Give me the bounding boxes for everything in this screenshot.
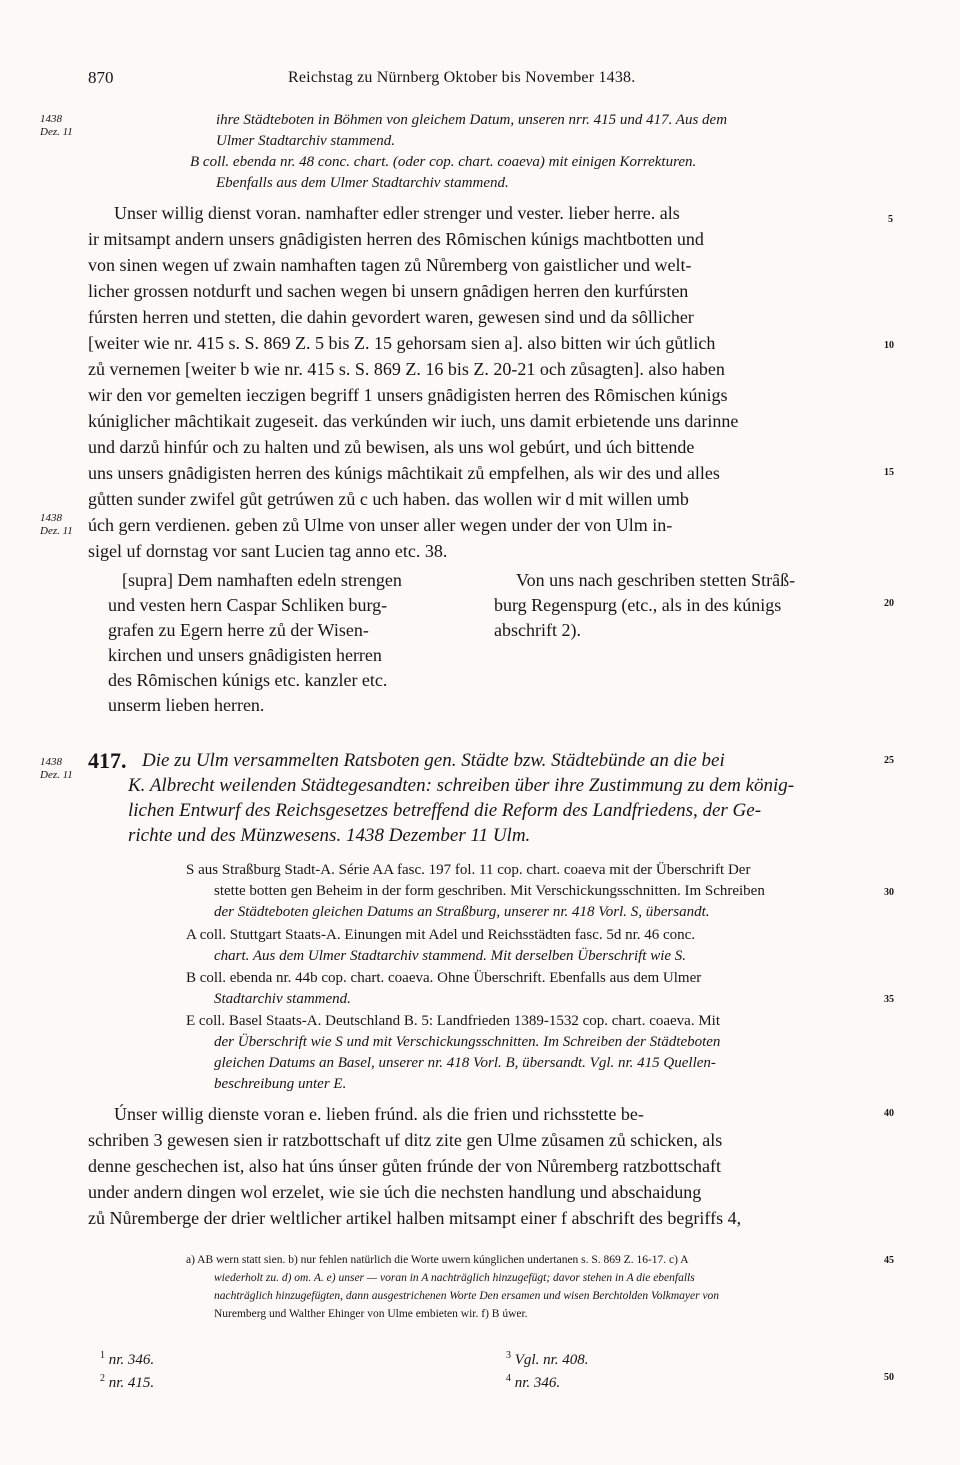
letter-line: Unser willig dienst voran. namhafter edler strenger und vester. lieber herre. als [114,203,680,223]
apparatus-line: a) AB wern statt sien. b) nur fehlen natürlich die Worte uwern kúnglichen undertanen s. S. 869 Z. 16-17. c) A [186,1254,689,1266]
letter-line: kúniglicher mȃchtikait zugeseit. das verkúnden wir iuch, uns damit erbietende uns darinne [88,411,739,431]
letter-line: ir mitsampt andern unsers gnȃdigisten herren des Rȏmischen kúnigs machtbotten und [88,229,704,249]
source-line: Ebenfalls aus dem Ulmer Stadtarchiv stammend. [216,175,509,191]
margin-date-year: 1438 [40,113,62,125]
line-number: 10 [884,340,894,351]
address-left-line: des Rȏmischen kúnigs etc. kanzler etc. [108,670,388,690]
address-left-line: [supra] Dem namhaften edeln strengen [122,570,402,590]
footnote-text: nr. 415. [108,1375,155,1391]
footnote-mark: 4 [506,1373,511,1384]
letter-line: schriben 3 gewesen sien ir ratzbottschaft uf ditz zite gen Ulme zůsamen zů schicken, als [88,1130,723,1150]
source-line: beschreibung unter E. [214,1076,347,1092]
footnote-text: nr. 346. [514,1375,561,1391]
letter-line: fúrsten herren und stetten, die dahin gevordert waren, gewesen sind und da sȏllicher [88,307,694,327]
source-line: chart. Aus dem Ulmer Stadtarchiv stammend. Mit derselben Überschrift wie S. [214,948,687,964]
letter-line: von sinen wegen uf zwain namhaften tagen zů Nůremberg von gaistlicher und welt- [88,255,692,275]
regest-line: lichen Entwurf des Reichsgesetzes betreffend die Reform des Landfriedens, der Ge- [128,800,762,821]
source-line: A coll. Stuttgart Staats-A. Einungen mit Adel und Reichsstädten fasc. 5d nr. 46 conc. [186,927,696,943]
source-line: Ulmer Stadtarchiv stammend. [216,133,396,149]
address-left-line: kirchen und unsers gnȃdigisten herren [108,645,382,665]
source-line: ihre Städteboten in Böhmen von gleichem Datum, unseren nrr. 415 und 417. Aus dem [216,112,728,128]
margin-date-year: 1438 [40,756,62,768]
regest-line: K. Albrecht weilenden Städtegesandten: schreiben über ihre Zustimmung zu dem könig- [128,775,795,796]
letter-line: zů vernemen [weiter b wie nr. 415 s. S. 869 Z. 16 bis Z. 20-21 och zůsagten]. also haben [88,359,725,379]
line-number: 30 [884,887,894,898]
document-number: 417. [88,748,127,773]
running-title: Reichstag zu Nürnberg Oktober bis November 1438. [288,69,636,86]
apparatus-line: Nuremberg und Walther Ehinger von Ulme embieten wir. f) B úwer. [214,1308,528,1320]
address-left-line: unserm lieben herren. [108,695,265,715]
source-line: stette botten gen Beheim in der form geschriben. Mit Verschickungsschnitten. Im Schreiben [214,883,765,899]
address-right-line: burg Regenspurg (etc., als in des kúnigs [494,595,782,615]
margin-date [40,756,73,782]
margin-date [40,512,73,538]
letter-line: under andern dingen wol erzelet, wie sie úch die nechsten handlung und abschaidung [88,1182,702,1202]
margin-date-year: 1438 [40,512,62,524]
letter-line: [weiter wie nr. 415 s. S. 869 Z. 5 bis Z. 15 gehorsam sien a]. also bitten wir úch gůtlich [88,333,716,353]
address-left-line: grafen zu Egern herre zů der Wisen- [108,620,369,640]
line-number: 20 [884,598,894,609]
letter-line: licher grossen notdurft und sachen wegen bi unsern gnȃdigen herren den kurfúrsten [88,281,689,301]
address-right-line: abschrift 2). [494,620,581,640]
line-number: 40 [884,1108,894,1119]
footnote [506,1373,560,1392]
footnote [100,1350,154,1369]
footnote-text: Vgl. nr. 408. [514,1352,589,1368]
footnote-mark: 2 [100,1373,105,1384]
line-number: 15 [884,467,894,478]
margin-date-day: Dez. 11 [40,769,73,781]
letter-line: denne geschechen ist, also hat úns únser gůten frúnde der von Nůremberg ratzbottschaft [88,1156,721,1176]
footnote-mark: 1 [100,1350,105,1361]
letter-line: zů Nůremberge der drier weltlicher artikel halben mitsampt einer f abschrift des begriffs 4, [88,1208,742,1228]
letter-line: Únser willig dienste voran e. lieben frúnd. als die frien und richsstette be- [114,1104,644,1124]
regest-line: richte und des Münzwesens. 1438 Dezember 11 Ulm. [128,825,531,846]
letter-line: uns unsers gnȃdigisten herren des kúnigs mȃchtikait zů empfelhen, als wir des und alles [88,463,720,483]
footnote-text: nr. 346. [108,1352,155,1368]
source-line: E coll. Basel Staats-A. Deutschland B. 5: Landfrieden 1389-1532 cop. chart. coaeva. Mit [186,1013,721,1029]
page-number: 870 [88,68,114,87]
source-line: S aus Straßburg Stadt-A. Série AA fasc. 197 fol. 11 cop. chart. coaeva mit der Überschrift Der [186,862,751,878]
letter-line: und darzů hinfúr och zu halten und zů bewisen, als uns wol gebúrt, und úch bittende [88,437,695,457]
source-line: der Städteboten gleichen Datums an Straßburg, unserer nr. 418 Vorl. S, übersandt. [214,904,710,920]
letter-line: úch gern verdienen. geben zů Ulme von unser aller wegen under der von Ulm in- [88,515,673,535]
line-number: 45 [884,1255,894,1266]
letter-line: wir den vor gemelten ieczigen begriff 1 unsers gnȃdigisten herren des Rȏmischen kúnigs [88,385,728,405]
address-right-line: Von uns nach geschriben stetten Strȃß- [516,570,796,590]
line-number: 50 [884,1372,894,1383]
source-line: B coll. ebenda nr. 44b cop. chart. coaeva. Ohne Überschrift. Ebenfalls aus dem Ulmer [186,970,702,986]
letter-line: sigel uf dornstag vor sant Lucien tag anno etc. 38. [88,541,448,561]
line-number: 25 [884,755,894,766]
address-left-line: und vesten hern Caspar Schliken burg- [108,595,388,615]
regest-line: Die zu Ulm versammelten Ratsboten gen. Städte bzw. Städtebünde an die bei [142,750,725,771]
margin-date-day: Dez. 11 [40,525,73,537]
margin-date [40,113,73,139]
footnote [100,1373,154,1392]
line-number: 5 [888,214,893,225]
source-line: gleichen Datums an Basel, unserer nr. 418 Vorl. B, übersandt. Vgl. nr. 415 Quellen- [214,1055,716,1071]
apparatus-line: wiederholt zu. d) om. A. e) unser — voran in A nachträglich hinzugefügt; davor stehen in A die ebenfalls [214,1272,695,1284]
letter-line: gůtten sunder zwifel gůt getrúwen zů c uch haben. das wollen wir d mit willen umb [88,489,689,509]
apparatus-line: nachträglich hinzugefügten, dann ausgestrichenen Worte Den ersamen und wisen Berchtolden Volkmayer von [214,1290,720,1302]
line-number: 35 [884,994,894,1005]
source-line: B coll. ebenda nr. 48 conc. chart. (oder cop. chart. coaeva) mit einigen Korrekturen. [190,154,697,170]
footnote [506,1350,589,1369]
footnote-mark: 3 [506,1350,511,1361]
margin-date-day: Dez. 11 [40,126,73,138]
source-line: der Überschrift wie S und mit Verschickungsschnitten. Im Schreiben der Städteboten [214,1034,721,1050]
source-line: Stadtarchiv stammend. [214,991,351,1007]
